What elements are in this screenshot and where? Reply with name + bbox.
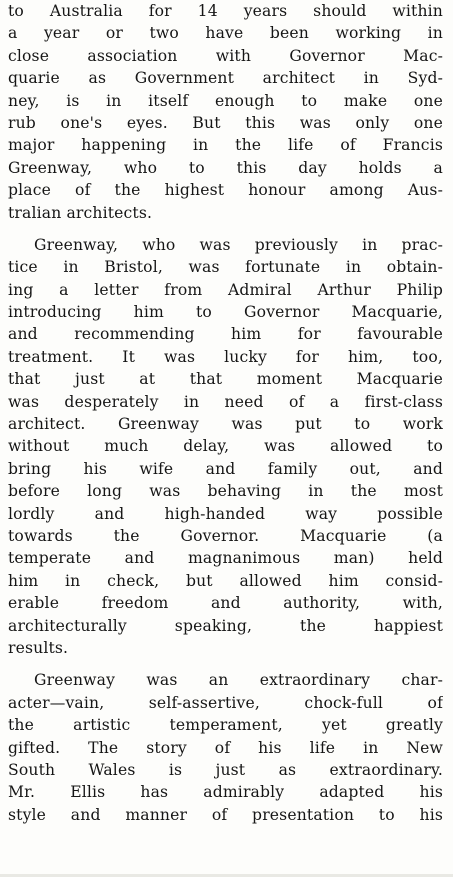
text-line: was desperately in need of a first-class: [8, 392, 443, 411]
text-line: gifted. The story of his life in New: [8, 738, 443, 757]
paragraph-spacing: [8, 224, 443, 234]
text-line: without much delay, was allowed to: [8, 437, 443, 456]
text-line: Mr. Ellis has admirably adapted his: [8, 783, 443, 802]
text-line: Greenway, who was previously in prac-: [34, 235, 443, 254]
text-line: erable freedom and authority, with,: [8, 594, 443, 613]
text-line: major happening in the life of Francis: [8, 136, 443, 155]
text-line: introducing him to Governor Macquarie,: [8, 303, 443, 322]
article-column: [8, 0, 443, 826]
paragraph-spacing: [8, 659, 443, 669]
text-line: quarie as Government architect in Syd-: [8, 69, 443, 88]
text-line: before long was behaving in the most: [8, 482, 443, 501]
paragraph-2: [8, 234, 443, 659]
text-line: ing a letter from Admiral Arthur Philip: [8, 280, 443, 299]
text-line: Greenway was an extraordinary char-: [34, 671, 443, 690]
text-line: and recommending him for favourable: [8, 325, 443, 344]
text-line: towards the Governor. Macquarie (a: [8, 526, 443, 545]
text-line: place of the highest honour among Aus-: [8, 181, 443, 200]
text-line: lordly and high-handed way possible: [8, 504, 443, 523]
text-line: that just at that moment Macquarie: [8, 370, 443, 389]
text-line: tice in Bristol, was fortunate in obtain-: [8, 258, 443, 277]
text-line: to Australia for 14 years should within: [8, 2, 443, 20]
text-line: treatment. It was lucky for him, too,: [8, 347, 443, 366]
text-line: results.: [8, 638, 69, 657]
text-line: bring his wife and family out, and: [8, 459, 443, 478]
text-line: close association with Governor Mac-: [8, 46, 443, 65]
text-line: architect. Greenway was put to work: [8, 415, 443, 434]
text-line: him in check, but allowed him consid-: [8, 571, 443, 590]
text-line: acter—vain, self-assertive, chock-full of: [8, 693, 443, 712]
text-line: the artistic temperament, yet greatly: [8, 716, 443, 735]
paragraph-1: [8, 0, 443, 224]
text-line: rub one's eyes. But this was only one: [8, 113, 443, 132]
text-line: Greenway, who to this day holds a: [8, 158, 443, 177]
text-line: style and manner of presentation to his: [8, 805, 443, 824]
paragraph-3: [8, 669, 443, 826]
text-line: ney, is in itself enough to make one: [8, 91, 443, 110]
text-line: South Wales is just as extraordinary.: [8, 760, 443, 779]
text-line: tralian architects.: [8, 203, 153, 222]
text-line: a year or two have been working in: [8, 24, 443, 43]
text-line: temperate and magnanimous man) held: [8, 549, 443, 568]
text-line: architecturally speaking, the happiest: [8, 616, 443, 635]
